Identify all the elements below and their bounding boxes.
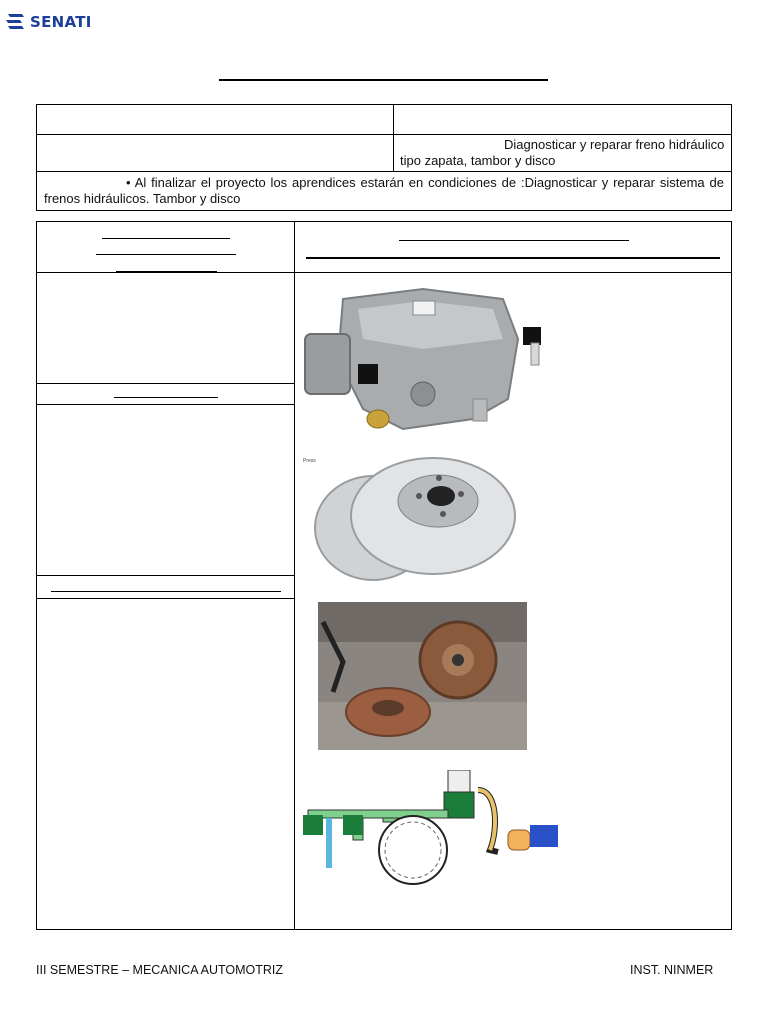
info-table: [36, 104, 732, 211]
header-right-cell: [295, 222, 732, 273]
senati-logo-icon: [4, 12, 26, 32]
info-cell-empty-right: [394, 105, 732, 135]
left-divider-4: [37, 598, 294, 599]
left-section-heading-line-2: [51, 591, 281, 592]
title-underline: [219, 79, 548, 81]
left-divider-1: [37, 383, 294, 384]
drum-brake-image: [318, 602, 527, 750]
info-cell-empty-left: [37, 105, 394, 135]
header-left-line-1: [102, 238, 230, 239]
header-right-line-2: [306, 257, 720, 259]
footer-left: III SEMESTRE – MECANICA AUTOMOTRIZ: [36, 963, 284, 977]
left-divider-2: [37, 404, 294, 405]
left-section-heading-line-1: [114, 397, 218, 398]
left-column: [37, 273, 295, 930]
footer-right: INST. NINMER: [630, 963, 714, 977]
objective-cell: [37, 172, 732, 211]
brake-caliper-image: [303, 279, 553, 454]
senati-logo: [4, 10, 104, 34]
header-left-line-2: [96, 254, 236, 255]
logo-text: SENATI: [30, 13, 92, 31]
objective-text: • Al finalizar el proyecto los aprendices estarán en condiciones de :Diagnosticar y reparar sistema de frenos hidráulicos. Tambor y disco: [44, 175, 724, 206]
header-right-line-1: [399, 240, 629, 241]
images-column: [295, 273, 732, 930]
left-divider-3: [37, 575, 294, 576]
press-label: Press: [303, 458, 316, 464]
project-description-cell: [394, 135, 732, 172]
header-left-cell: [37, 222, 295, 273]
brake-disc-image: [303, 456, 525, 586]
project-description: Diagnosticar y reparar freno hidráulico tipo zapata, tambor y disco: [400, 137, 725, 168]
main-table: [36, 221, 732, 930]
info-cell-left: [37, 135, 394, 172]
hydraulic-brake-diagram: [298, 770, 563, 890]
